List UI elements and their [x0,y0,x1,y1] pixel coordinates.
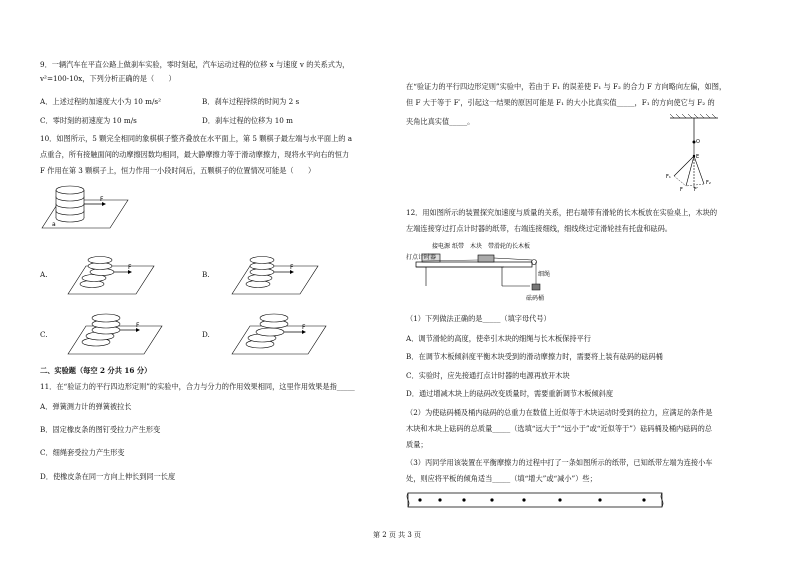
q10-option-a: A. [40,270,48,279]
paper-tape-figure [406,490,666,510]
label-e: E [696,154,700,160]
q11-cont-line3: 夹角比真实值_____。 [406,117,475,126]
label-tape: 纸带 [452,243,465,250]
label-fprime: F′ [694,187,699,192]
q9-line2: v²=100-10x，下列分析正确的是（ ） [40,74,176,83]
label-power: 接电源 [432,243,451,250]
q12-option-a: A．调节滑轮的高度，使牵引木块的细绳与长木板保持平行 [406,334,591,343]
q9-line1: 9．一辆汽车在平直公路上做刹车实验，零时刻起，汽车运动过程的位移 x 与速度 v 的关系式为， [40,60,350,69]
q10-option-c: C. [40,330,48,339]
svg-text:F: F [136,322,140,329]
q12-option-c: C．实验时，应先接通打点计时器的电源再放开木块 [406,371,570,380]
section-heading: 二、实验题（每空 2 分共 16 分） [40,366,152,375]
q12-s1: （1）下列做法正确的是_____（填字母代号） [406,314,551,323]
label-board: 带滑轮的长木板 [488,243,531,250]
q11-option-d: D．使橡皮条在同一方向上伸长到同一长度 [40,472,176,481]
q10-option-d: D. [202,330,210,339]
q12-s2a: （2）为使砝码桶及桶内砝码的总重力在数值上近似等于木块运动时受到的拉力，应满足的条件是 [406,408,713,417]
q10-option-c-figure [66,306,166,358]
q11-line1: 11．在“验证力的平行四边形定则”的实验中，合力与分力的作用效果相同，这里作用效果是指_____ [40,382,355,391]
apparatus-figure [406,238,556,304]
q11-cont-line1: 在“验证力的平行四边形定则”实验中，若由于 F₁ 的误差使 F₁ 与 F₂ 的合力 F 方向略向左偏，如图， [406,82,727,91]
q12-line2: 左端连接穿过打点计时器的纸带，右端连接细线，细线绕过定滑轮挂有托盘和砝码。 [406,224,672,233]
label-string: 细绳 [538,271,551,278]
svg-text:F: F [100,196,104,203]
q10-line1: 10．如图所示，5 颗完全相同的象棋棋子整齐叠放在水平面上，第 5 颗棋子最左端与水平面上的 a [40,134,353,143]
q11-option-a: A．弹簧测力计的弹簧被拉长 [40,402,132,411]
q10-option-d-figure [230,306,330,358]
q10-option-b: B. [202,270,210,279]
q9-option-d: D．刹车过程的位移为 10 m [202,116,293,125]
label-bucket: 砝码桶 [526,295,545,302]
q10-option-a-figure [66,248,156,298]
q11-option-c: C．细绳套受拉力产生形变 [40,448,125,457]
label-f2: F₂ [706,180,711,186]
svg-text:a: a [52,221,56,228]
q10-main-figure [40,180,130,232]
page-footer: 第 2 页 共 3 页 [372,531,422,539]
q9-option-a: A．上述过程的加速度大小为 10 m/s² [40,97,161,106]
label-f1: F₁ [666,174,671,180]
svg-text:F: F [128,264,132,271]
q12-option-b: B．在调节木板倾斜度平衡木块受到的滑动摩擦力时，需要将上装有砝码的砝码桶 [406,352,663,361]
label-block: 木块 [470,243,483,250]
q10-option-b-figure [230,248,320,298]
q12-s2c: 质量； [406,440,428,449]
force-diagram [656,112,736,192]
q11-option-b: B．固定橡皮条的图钉受拉力产生形变 [40,425,161,434]
q12-s2b: 木块和木块上砝码的总质量_____（选填“远大于”“远小于”或“近似等于”）砝码桶及桶内砝码的总 [406,424,712,433]
svg-text:F: F [290,264,294,271]
q10-line2: 点重合，所有接触面间的动摩擦因数均相同，最大静摩擦力等于滑动摩擦力，现将水平向右的恒力 [40,150,350,159]
q10-line3: F 作用在第 3 颗棋子上，恒力作用一小段时间后，五颗棋子的位置情况可能是（ ） [40,166,316,175]
q11-cont-line2: 但 F 大于等于 F′，引起这一结果的原因可能是 F₁ 的大小比真实值_____，F₁ 的方向使它与 F₂ 的 [406,98,715,107]
q12-s3b: 处，则应将平板的倾角适当_____（填“增大”或“减小”）些； [406,474,597,483]
q12-option-d: D．通过增减木块上的砝码改变质量时，需要重新调节木板倾斜度 [406,389,614,398]
q9-option-b: B．刹车过程持续的时间为 2 s [202,97,300,106]
q12-s3a: （3）丙同学用该装置在平衡摩擦力的过程中打了一条如图所示的纸带，已知纸带左端为连接小车 [406,458,713,467]
label-f: F [680,187,683,192]
q9-option-c: C．零时刻的初速度为 10 m/s [40,116,137,125]
label-timer: 打点计时器 [406,254,437,261]
label-o: O [696,139,700,145]
q12-line1: 12．用如图所示的装置探究加速度与质量的关系，把右端带有滑轮的长木板放在实验桌上，木块的 [406,208,718,217]
svg-text:F: F [302,324,306,331]
